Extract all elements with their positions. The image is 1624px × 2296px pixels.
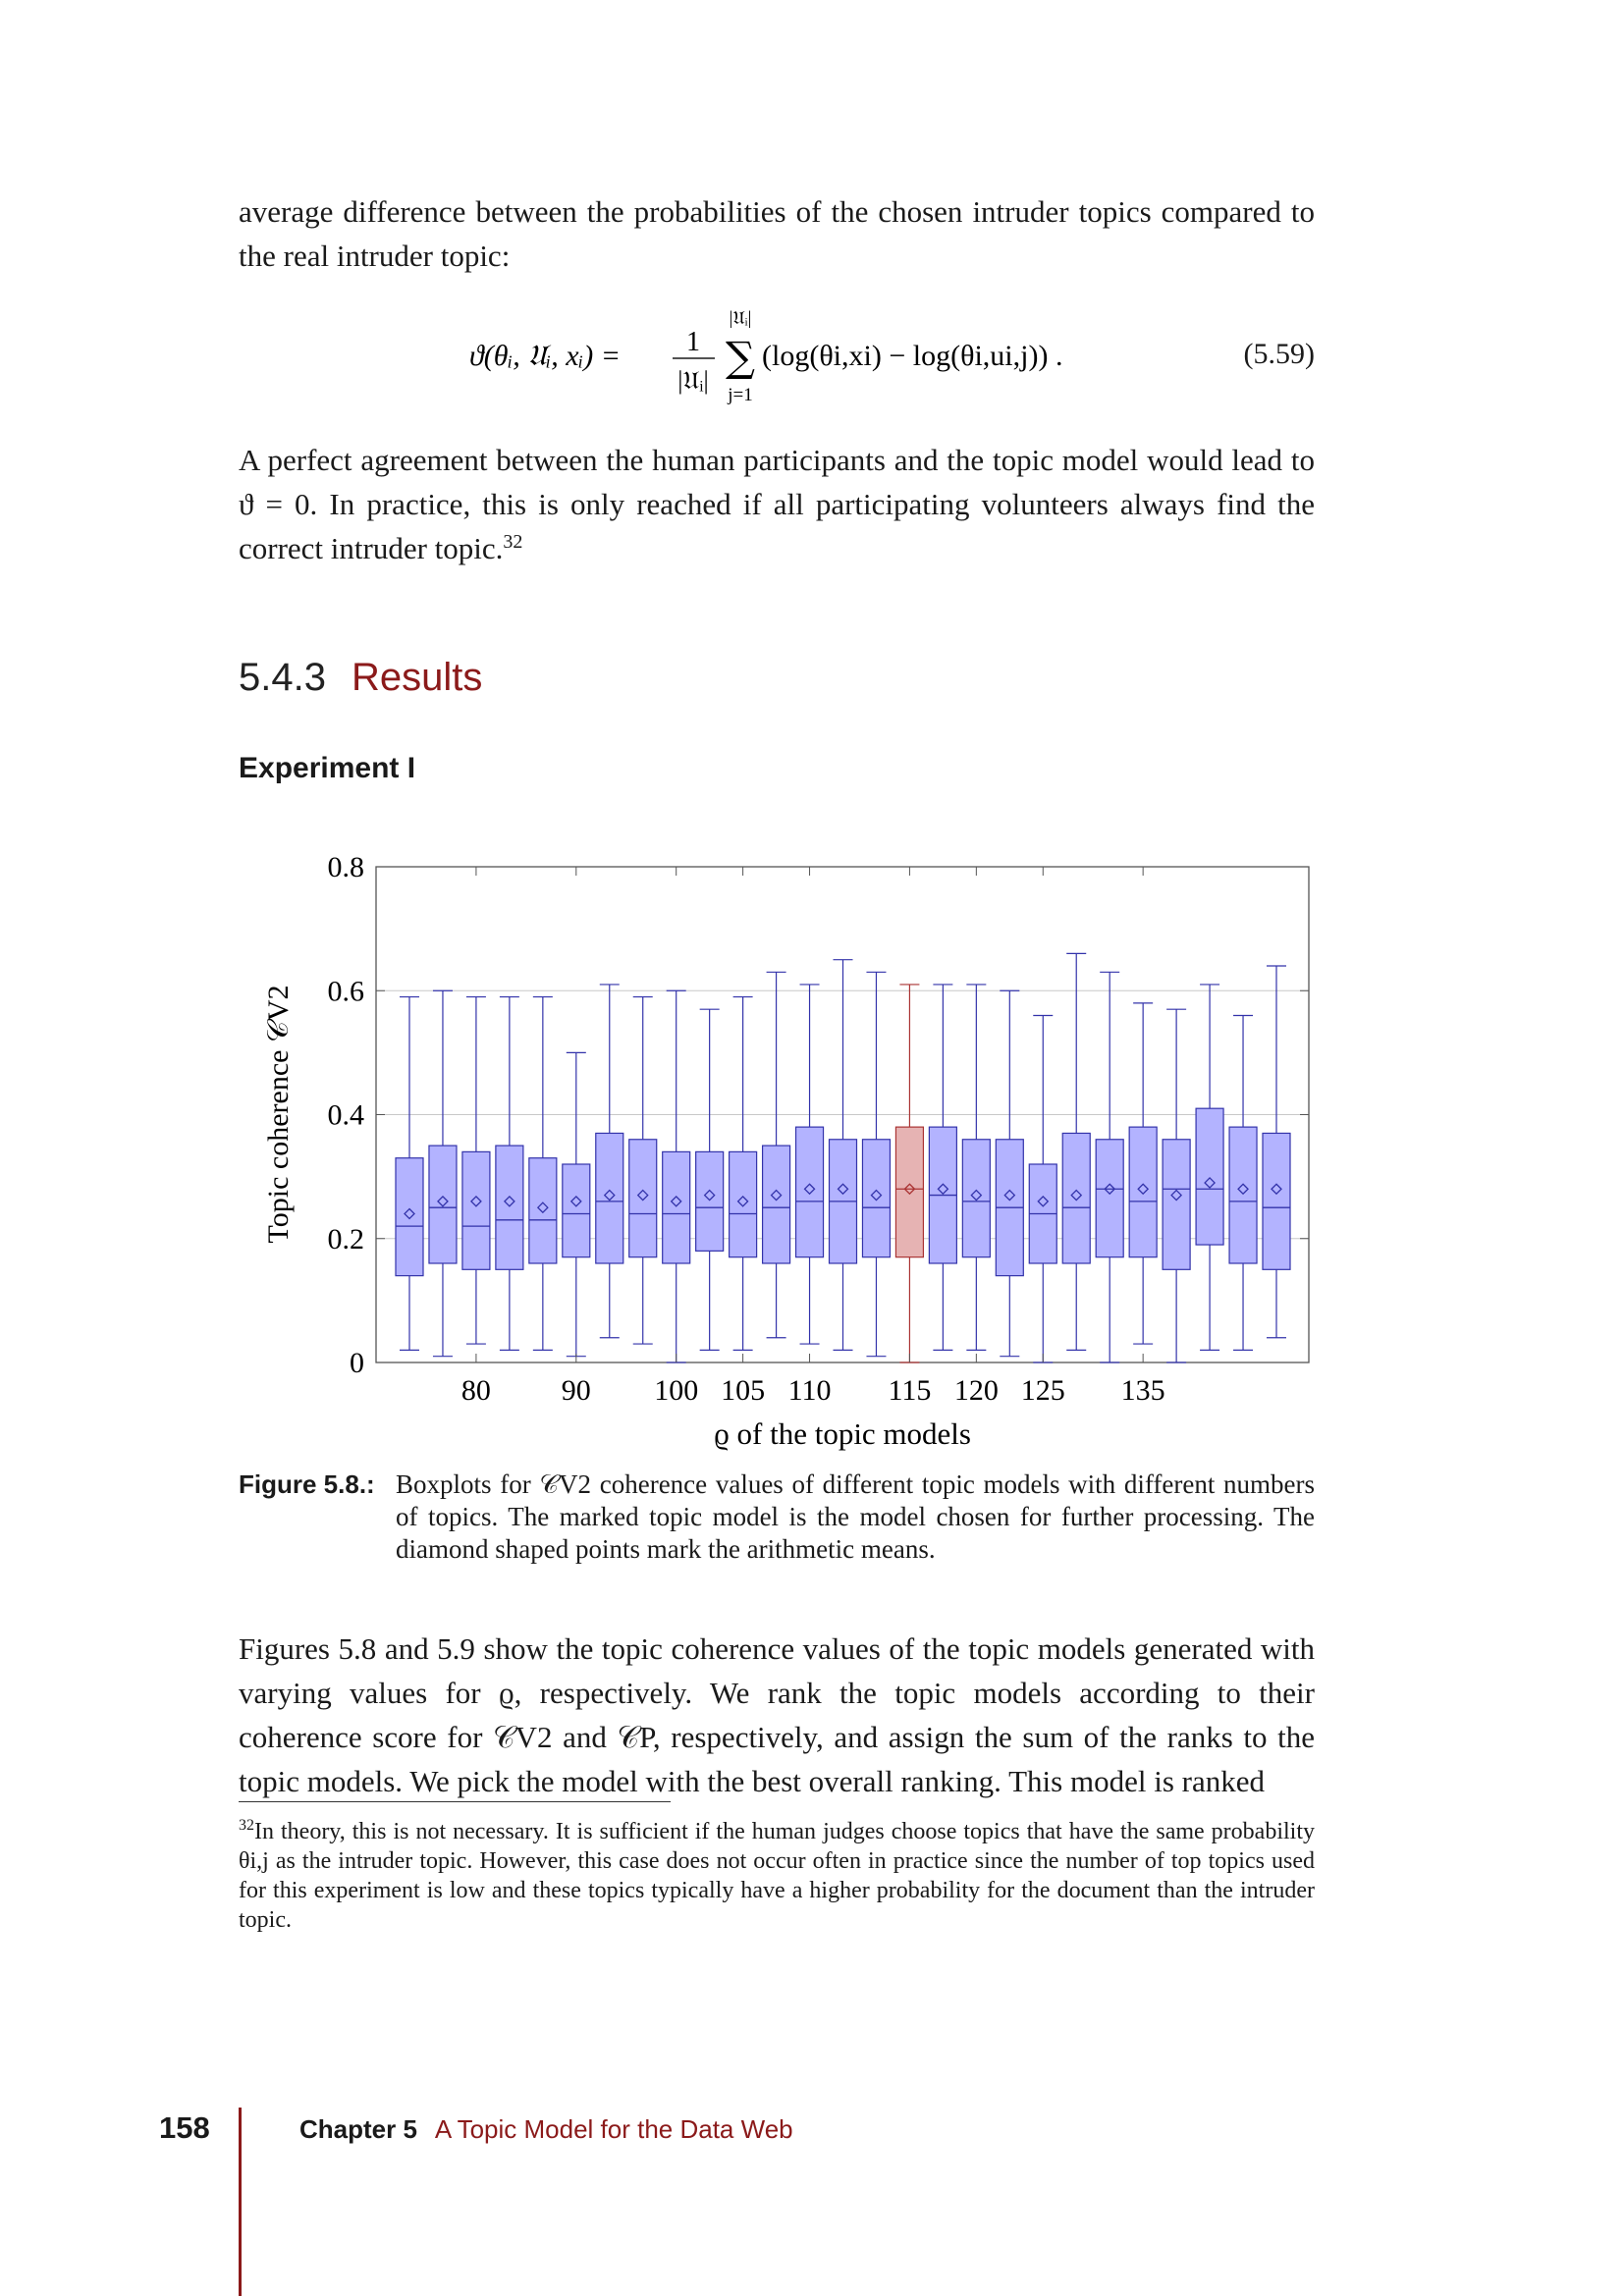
box xyxy=(796,985,824,1344)
x-tick-label: 90 xyxy=(561,1374,591,1407)
box xyxy=(730,997,757,1351)
y-tick-label: 0.2 xyxy=(327,1222,364,1255)
box-highlighted xyxy=(895,985,923,1362)
box-iqr xyxy=(629,1140,657,1257)
box-iqr xyxy=(496,1146,523,1269)
box xyxy=(1129,1003,1157,1344)
equation-sum-sign: ∑ xyxy=(726,333,755,381)
paragraph-2-text: A perfect agreement between the human participants and the topic model would lead to ϑ = 0. In practice, this is only reached if all participating volunteers always find the correct intruder topic. xyxy=(239,443,1315,565)
box-iqr xyxy=(429,1146,457,1263)
paragraph-3: Figures 5.8 and 5.9 show the topic coherence values of the topic models generated with varying values for ϱ, respectively. We rank the topic models according to their coherence score for 𝒞V2 and 𝒞P, respectively, and assign the sum of the ranks to the topic models. We pick the model with the best overall ranking. This model is ranked xyxy=(239,1631,1315,1798)
x-tick-label: 120 xyxy=(953,1374,999,1407)
box xyxy=(529,997,557,1351)
page-number: 158 xyxy=(159,2110,210,2145)
box-iqr xyxy=(396,1158,423,1276)
box-iqr xyxy=(763,1146,790,1263)
footnote-ref[interactable]: 32 xyxy=(503,531,523,553)
box-iqr xyxy=(529,1158,557,1263)
equation-body: (log(θi,xi) − log(θi,ui,j)) . xyxy=(762,340,1063,372)
caption-text: Boxplots for 𝒞V2 coherence values of different topic models with different numbers of topics. The marked topic model is the model chosen for further processing. The diamond shaped points mark the arithmetic means. xyxy=(396,1469,1315,1564)
box xyxy=(830,960,857,1351)
section-number: 5.4.3 xyxy=(239,656,326,699)
subsection-heading: Experiment I xyxy=(239,752,416,784)
box xyxy=(663,990,690,1362)
box-iqr xyxy=(563,1164,590,1257)
box-iqr xyxy=(1196,1108,1223,1245)
footnote-rule xyxy=(239,1801,671,1802)
equation-sum-top: |𝔘ᵢ| xyxy=(729,308,752,329)
box xyxy=(862,972,890,1356)
box-iqr xyxy=(696,1151,724,1251)
y-tick-label: 0.6 xyxy=(327,975,364,1008)
box xyxy=(1163,1009,1190,1362)
box xyxy=(929,985,956,1350)
box-iqr xyxy=(596,1133,623,1263)
box xyxy=(763,972,790,1337)
box xyxy=(596,985,623,1338)
box-iqr xyxy=(1229,1127,1257,1263)
x-tick-label: 110 xyxy=(787,1374,832,1407)
figure-caption xyxy=(239,1468,1315,1566)
box-iqr xyxy=(1062,1133,1090,1263)
footer-bar xyxy=(239,2108,242,2296)
box xyxy=(563,1052,590,1356)
x-tick-label: 80 xyxy=(460,1374,491,1407)
x-tick-label: 115 xyxy=(888,1374,932,1407)
box-iqr xyxy=(730,1151,757,1256)
box xyxy=(1263,966,1290,1338)
footnote-mark: 32 xyxy=(239,1817,254,1834)
footer-chapter-title: A Topic Model for the Data Web xyxy=(434,2114,793,2144)
box xyxy=(1229,1016,1257,1351)
box-iqr xyxy=(1163,1140,1190,1270)
equation-frac-num: 1 xyxy=(686,327,700,357)
box-iqr xyxy=(796,1127,824,1257)
caption-label: Figure 5.8.: xyxy=(239,1469,375,1499)
equation-number: (5.59) xyxy=(1243,338,1315,370)
box-iqr xyxy=(1129,1127,1157,1257)
y-axis-label: Topic coherence 𝒞V2 xyxy=(262,985,295,1244)
box-series xyxy=(396,953,1290,1362)
equation-lhs: ϑ(θᵢ, 𝔘ᵢ, xᵢ) = xyxy=(469,340,622,372)
box xyxy=(629,997,657,1345)
box-iqr xyxy=(1263,1133,1290,1269)
box xyxy=(1029,1016,1056,1363)
equation-frac-den: |𝔘ᵢ| xyxy=(677,366,709,395)
footer-chapter-number: Chapter 5 xyxy=(299,2114,417,2144)
intro-paragraph: average difference between the probabilities of the chosen intruder topics compared to the real intruder topic: xyxy=(239,194,1315,273)
footnote xyxy=(239,1811,1315,1935)
box xyxy=(696,1009,724,1350)
y-tick-label: 0.4 xyxy=(327,1098,364,1132)
box-iqr xyxy=(962,1140,990,1257)
box-iqr xyxy=(663,1151,690,1263)
x-tick-label: 100 xyxy=(654,1374,699,1407)
y-tick-label: 0.8 xyxy=(327,851,364,883)
box xyxy=(462,997,490,1345)
box xyxy=(396,997,423,1351)
box-iqr xyxy=(1096,1140,1123,1257)
box xyxy=(1096,972,1123,1362)
box-iqr xyxy=(895,1127,923,1257)
x-tick-label: 105 xyxy=(721,1374,766,1407)
y-tick-label: 0 xyxy=(350,1347,364,1379)
box xyxy=(962,985,990,1350)
box xyxy=(1196,985,1223,1350)
footer-chapter xyxy=(299,2114,793,2145)
box-iqr xyxy=(862,1140,890,1257)
section-title: Results xyxy=(351,656,483,699)
box xyxy=(996,990,1023,1356)
x-axis-label: ϱ of the topic models xyxy=(713,1416,972,1451)
x-tick-label: 135 xyxy=(1120,1374,1165,1407)
box xyxy=(1062,953,1090,1350)
box xyxy=(429,990,457,1356)
equation-sum-bottom: j=1 xyxy=(728,385,753,404)
box xyxy=(496,997,523,1351)
footnote-text: In theory, this is not necessary. It is sufficient if the human judges choose topics that have the same probability θi,j as the intruder topic. However, this case does not occur often in practice since the number of top topics used for this experiment is low and these topics typically have a higher probability for the document than the intruder topic. xyxy=(239,1819,1315,1933)
x-tick-label: 125 xyxy=(1020,1374,1065,1407)
box-iqr xyxy=(462,1151,490,1269)
